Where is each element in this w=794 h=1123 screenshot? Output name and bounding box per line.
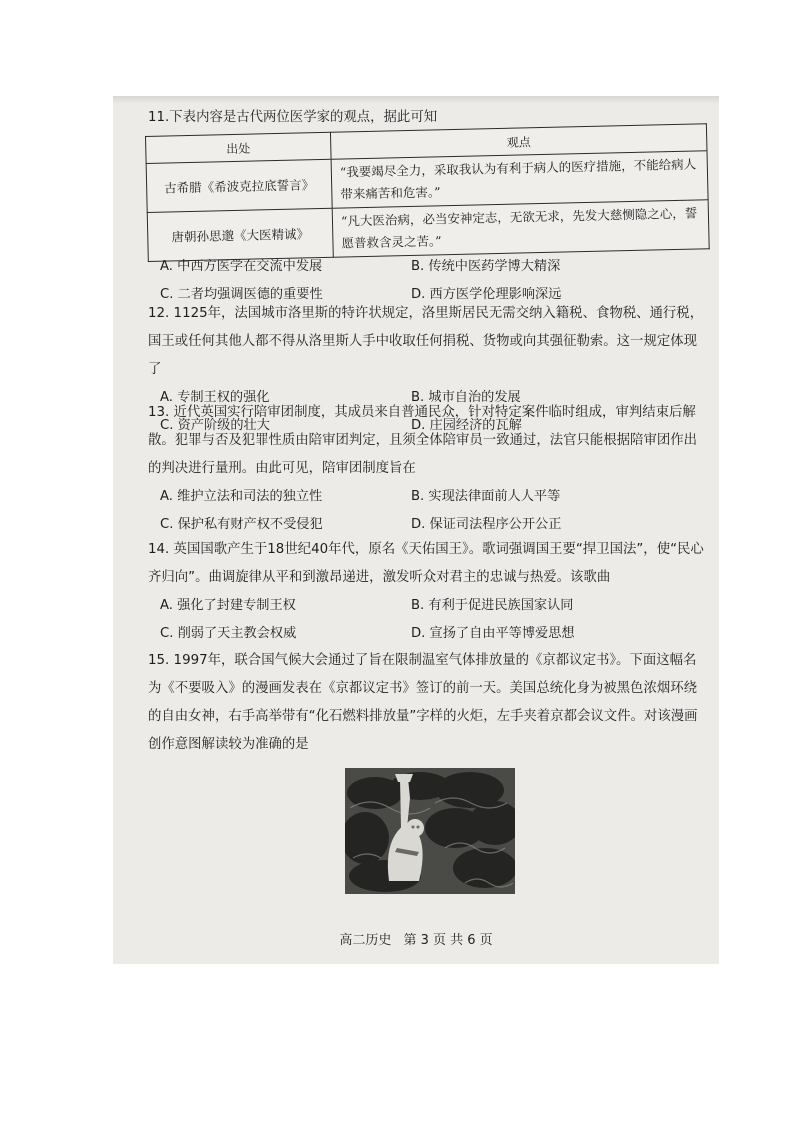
question-13 (148, 399, 708, 539)
option-a[interactable]: A. 强化了封建专制王权 (160, 598, 296, 613)
cartoon-smoke-illustration (345, 768, 515, 894)
question-12-stem: 12. 1125年，法国城市洛里斯的特许状规定，洛里斯居民无需交纳入籍税、食物税、通行税，国王或任何其他人都不得从洛里斯人手中收取任何捐税、货物或向其强征勒索。这一规定体现了 (148, 306, 704, 377)
cartoon-image (345, 768, 515, 894)
option-a[interactable]: A. 专制王权的强化 (160, 390, 270, 405)
exam-page (113, 96, 719, 964)
question-13-stem: 13. 近代英国实行陪审团制度，其成员来自普通民众，针对特定案件临时组成，审判结束后解散。犯罪与否及犯罪性质由陪审团判定，且须全体陪审员一致通过，法官只能根据陪审团作出的判决进行量刑。由此可见，陪审团制度旨在 (148, 405, 698, 476)
question-14 (148, 536, 708, 648)
option-a[interactable]: A. 维护立法和司法的独立性 (160, 489, 323, 504)
page-shadow (113, 96, 719, 104)
question-15-stem: 15. 1997年，联合国气候大会通过了旨在限制温室气体排放量的《京都议定书》。下面这幅名为《不要吸入》的漫画发表在《京都议定书》签订的前一天。美国总统化身为被黑色浓烟环绕的自由女神，右手高举带有“化石燃料排放量”字样的火炬，左手夹着京都会议文件。对该漫画创作意图解读较为准确的是 (148, 653, 698, 752)
option-c[interactable]: C. 削弱了天主教会权威 (160, 626, 297, 641)
row-source: 唐朝孙思邈《大医精诚》 (147, 208, 333, 261)
question-11-stem: 11.下表内容是古代两位医学家的观点，据此可知 (148, 110, 438, 125)
footer-subject: 高二历史 (339, 933, 392, 948)
page-footer (113, 929, 719, 948)
option-b[interactable]: B. 实现法律面前人人平等 (411, 489, 561, 504)
option-c[interactable]: C. 二者均强调医德的重要性 (160, 287, 323, 302)
question-14-stem: 14. 英国国歌产生于18世纪40年代，原名《天佑国王》。歌词强调国王要“捍卫国法”，使“民心齐归向”。曲调旋律从平和到激昂递进，激发听众对君主的忠诚与热爱。该歌曲 (148, 542, 704, 585)
footer-page-number: 第 3 页 共 6 页 (403, 933, 493, 948)
row-view: “凡大医治病，必当安神定志，无欲无求，先发大慈恻隐之心，誓愿普救含灵之苦。” (332, 200, 709, 258)
row-source: 古希腊《希波克拉底誓言》 (146, 159, 332, 212)
option-d[interactable]: D. 西方医学伦理影响深远 (411, 287, 562, 302)
option-c[interactable]: C. 保护私有财产权不受侵犯 (160, 517, 323, 532)
quote-table (145, 123, 710, 262)
option-b[interactable]: B. 有利于促进民族国家认同 (411, 598, 574, 613)
option-d[interactable]: D. 保证司法程序公开公正 (411, 517, 562, 532)
option-d[interactable]: D. 宣扬了自由平等博爱思想 (411, 626, 575, 641)
table-header-view: 观点 (330, 124, 707, 160)
option-d[interactable]: D. 庄园经济的瓦解 (411, 418, 522, 433)
option-c[interactable]: C. 资产阶级的壮大 (160, 418, 270, 433)
question-15 (148, 647, 708, 759)
table-header-source: 出处 (146, 132, 332, 163)
option-b[interactable]: B. 城市自治的发展 (411, 390, 521, 405)
row-view: “我要竭尽全力，采取我认为有利于病人的医疗措施，不能给病人带来痛苦和危害。” (331, 151, 708, 209)
option-b[interactable]: B. 传统中医药学博大精深 (411, 259, 561, 274)
option-a[interactable]: A. 中西方医学在交流中发展 (160, 259, 323, 274)
